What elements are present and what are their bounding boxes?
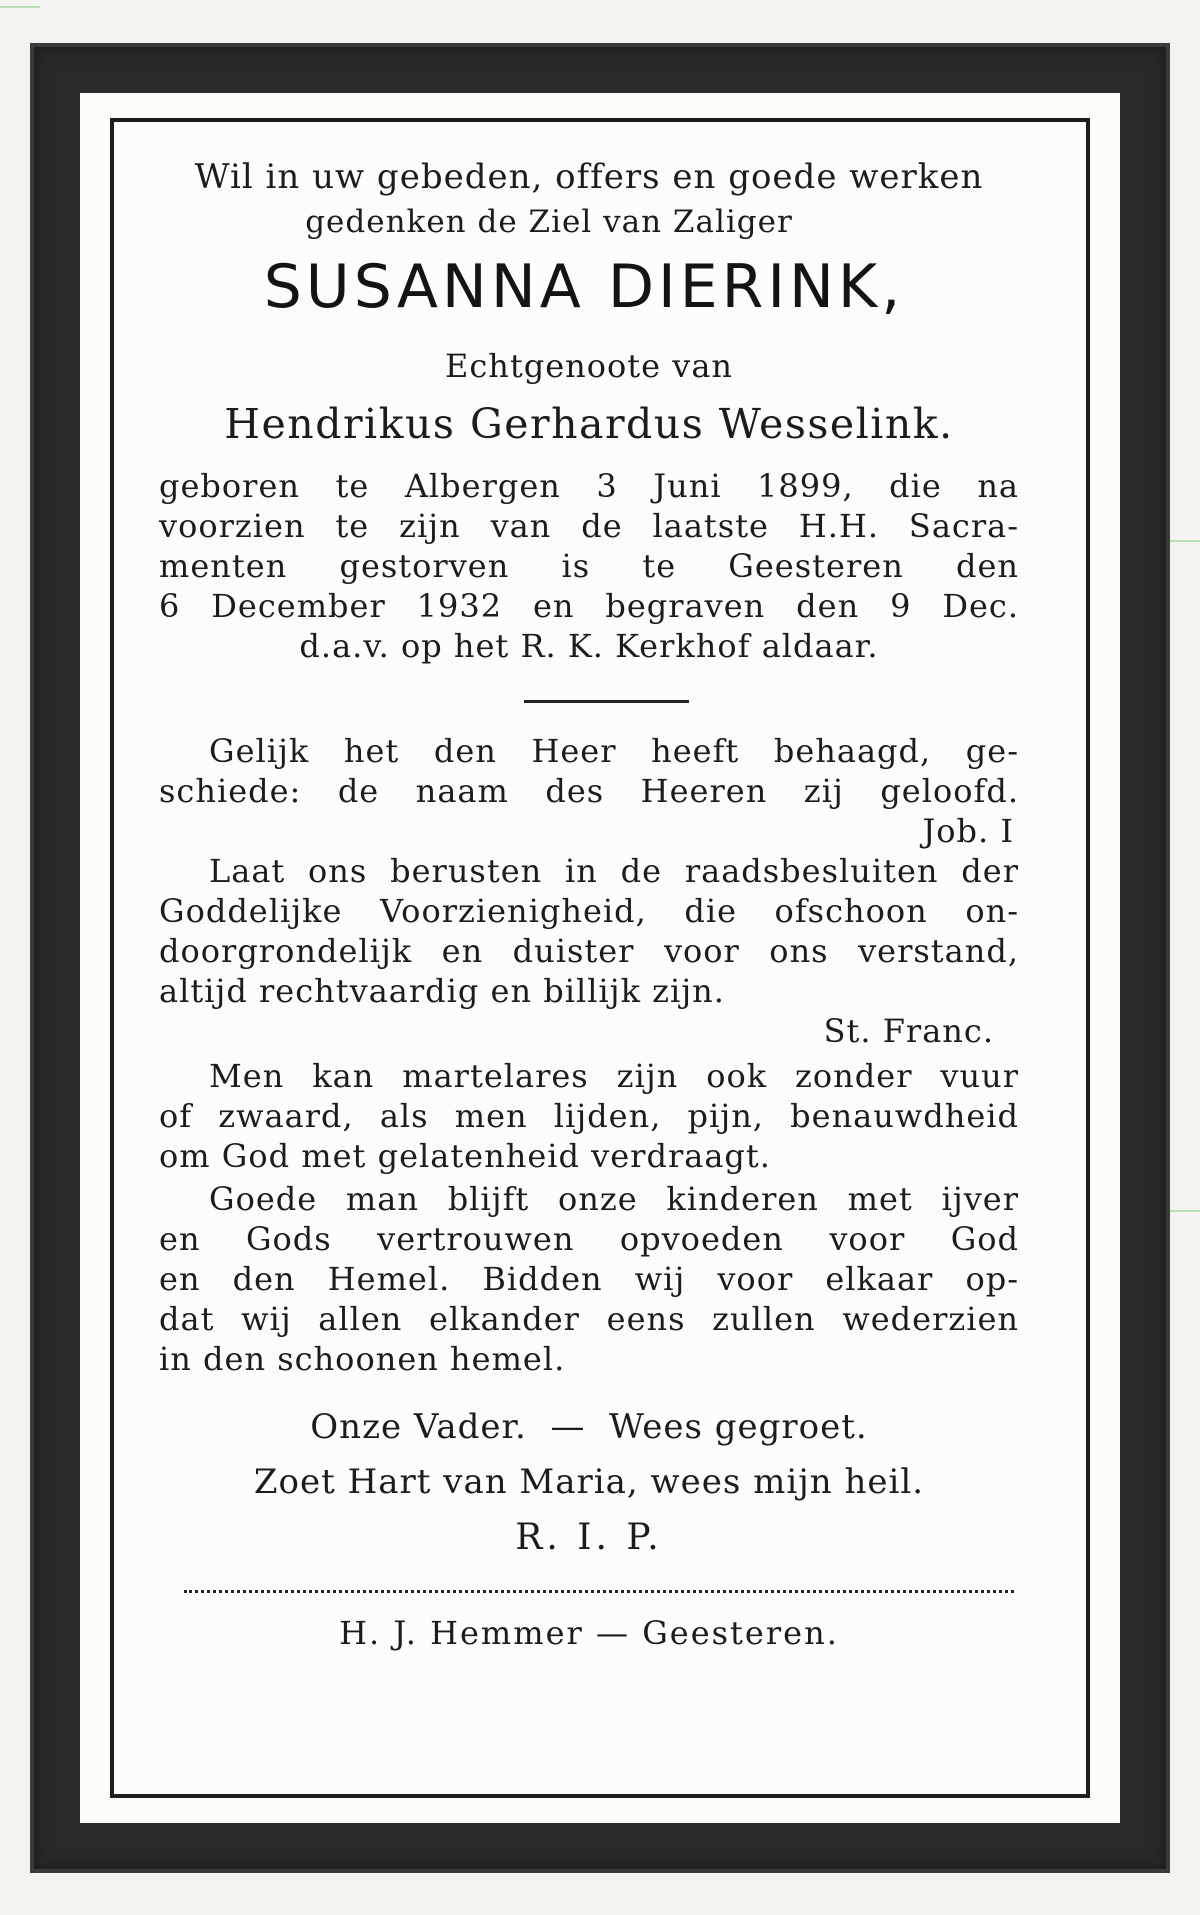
biography-line: geboren te Albergen 3 Juni 1899, die na	[159, 467, 1019, 505]
francis-quote-source: St. Franc.	[823, 1012, 994, 1050]
memorial-card	[30, 43, 1170, 1873]
job-quote-line: schiede: de naam des Heeren zij geloofd.	[159, 772, 1019, 810]
biography-line: menten gestorven is te Geesteren den	[159, 547, 1019, 585]
relation-label: Echtgenoote van	[444, 347, 734, 385]
francis-quote-line: doorgrondelijk en duister voor ons verstand,	[159, 932, 1019, 970]
martyr-text-line: om God met gelatenheid verdraagt.	[159, 1137, 771, 1175]
scan-artifact	[1170, 1210, 1200, 1212]
deceased-name: SUSANNA DIERINK,	[263, 252, 905, 322]
farewell-line: en den Hemel. Bidden wij voor elkaar op-	[159, 1260, 1019, 1298]
francis-quote-line: Laat ons berusten in de raadsbesluiten der	[209, 852, 1019, 890]
spouse-name: Hendrikus Gerhardus Wesselink.	[224, 400, 954, 448]
farewell-line: Goede man blijft onze kinderen met ijver	[209, 1180, 1019, 1218]
job-quote-line: Gelijk het den Heer heeft behaagd, ge-	[209, 732, 1019, 770]
intro-line-1: Wil in uw gebeden, offers en goede werken	[194, 157, 984, 197]
biography-line: 6 December 1932 en begraven den 9 Dec.	[159, 587, 1019, 625]
prayer-line: Onze Vader. — Wees gegroet.	[310, 1407, 868, 1447]
scan-artifact	[0, 6, 40, 8]
martyr-text-line: Men kan martelares zijn ook zonder vuur	[209, 1057, 1019, 1095]
martyr-text-line: of zwaard, als men lijden, pijn, benauwdheid	[159, 1097, 1019, 1135]
francis-quote-line: Goddelijke Voorzienigheid, die ofschoon on-	[159, 892, 1019, 930]
prayer-line: Zoet Hart van Maria, wees mijn heil.	[253, 1462, 925, 1502]
biography-line: voorzien te zijn van de laatste H.H. Sacra-	[159, 507, 1019, 545]
section-divider	[524, 700, 689, 703]
card-framed-content	[110, 118, 1090, 1798]
farewell-line: en Gods vertrouwen opvoeden voor God	[159, 1220, 1019, 1258]
printer-credit: H. J. Hemmer — Geesteren.	[339, 1614, 839, 1652]
francis-quote-line: altijd rechtvaardig en billijk zijn.	[159, 972, 725, 1010]
rip: R. I. P.	[515, 1517, 663, 1558]
scan-artifact	[1170, 540, 1200, 542]
job-quote-source: Job. I	[922, 812, 1014, 850]
farewell-line: in den schoonen hemel.	[159, 1340, 566, 1378]
intro-line-2: gedenken de Ziel van Zaliger	[305, 204, 793, 240]
farewell-line: dat wij allen elkander eens zullen wederzien	[159, 1300, 1019, 1338]
footer-dotted-rule	[184, 1590, 1014, 1593]
card-white-area	[80, 93, 1120, 1823]
biography-line: d.a.v. op het R. K. Kerkhof aldaar.	[299, 627, 879, 665]
